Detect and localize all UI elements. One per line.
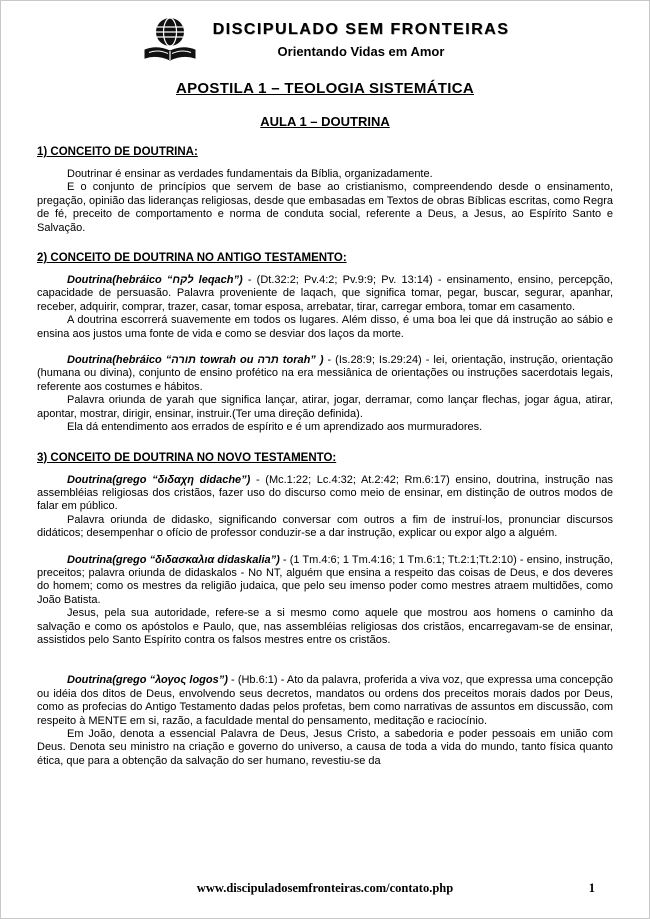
- section-heading: 2) CONCEITO DE DOUTRINA NO ANTIGO TESTAMENTO:: [37, 252, 347, 265]
- paragraph: [37, 474, 613, 514]
- document-title: APOSTILA 1 – TEOLOGIA SISTEMÁTICA: [176, 80, 474, 97]
- org-tagline: Orientando Vidas em Amor: [277, 44, 445, 59]
- page-footer: [37, 881, 613, 896]
- section-conceito-de-doutrina: [37, 146, 613, 235]
- paragraph: [37, 514, 613, 541]
- term-lead: Doutrina(hebráico “תורה towrah ou תרה torah” ): [67, 354, 324, 367]
- paragraph: [37, 554, 613, 608]
- section-doutrina-novo-testamento: [37, 452, 613, 769]
- term-lead: Doutrina(grego “διδασκαλια didaskalia”): [67, 553, 280, 566]
- paragraph: [37, 168, 613, 181]
- paragraph: [37, 181, 613, 235]
- paragraph: [37, 394, 613, 421]
- org-name: DISCIPULADO SEM FRONTEIRAS: [212, 21, 510, 38]
- page-number: 1: [588, 881, 595, 895]
- section-heading: 1) CONCEITO DE DOUTRINA:: [37, 146, 198, 158]
- paragraph-text: - (Dt.32:2; Pv.4:2; Pv.9:9; Pv. 13:14) - ensinamento, ensino, percepção, capacidade de persuasão. Palavra proveniente de laqach, que significa tomar, pegar, buscar, segurar, apanhar, receber, adquirir, comprar, trazer, casar, tomar esposa, arrebatar, tirar, carregar embora, tomar em casamento.: [37, 274, 613, 313]
- paragraph-text: Palavra oriunda de yarah que significa lançar, atirar, jogar, derramar, como lançar flechas, jogar água, atirar, apontar, mostrar, dirigir, ensinar, instruir.(Ter uma direção definida).: [37, 394, 613, 420]
- term-lead: Doutrina(grego “λογος logos”): [67, 674, 228, 687]
- paragraph: [37, 674, 613, 728]
- paragraph-text: Em João, denota a essencial Palavra de Deus, Jesus Cristo, a sabedoria e poder pessoais em união com Deus. Denota seu ministro na criação e governo do universo, a causa de toda a vida do mundo, tanto física quanto ética, que para a obtenção da salvação do ser humano, revestiu-se da: [37, 728, 613, 767]
- paragraph-text: - (Hb.6:1) - Ato da palavra, proferida a viva voz, que expressa uma concepção ou idéia dos ditos de Deus, envolvendo seus decretos, mandatos ou ordens dos preceitos morais dados por Deus, como as profecias do Antigo Testamento dadas pelos profetas, bem como narrativas de assuntos em discussão, com respeito à MENTE em si, razão, a faculdade mental do pensamento, meditação e raciocínio.: [37, 674, 613, 727]
- document-header: [37, 17, 613, 63]
- paragraph: [37, 421, 613, 434]
- paragraph: [37, 314, 613, 341]
- term-lead: Doutrina(hebráico “לקח leqach”): [67, 274, 243, 287]
- paragraph-text: Palavra oriunda de didasko, significando conversar com outros a fim de instruí-los, pronunciar discursos didáticos; desempenhar o ofício de professor conduzir-se a dar instrução, explicar ou expor algo a alguém.: [37, 513, 613, 540]
- paragraph-text: - (Mc.1:22; Lc.4:32; At.2:42; Rm.6:17) ensino, doutrina, instrução nas assembléias religiosas dos cristãos, fazer uso do discurso como meio de ensinar, em distinção de outros modos de falar em público.: [37, 473, 613, 513]
- paragraph: [37, 274, 613, 314]
- paragraph-text: - (1 Tm.4:6; 1 Tm.4:16; 1 Tm.6:1; Tt.2:1;Tt.2:10) - ensino, instrução, preceitos; palavra oriunda de didaskalos - No NT, alguém que ensina a respeito das coisas de Deus, e dos deveres do homem; como os mestres da religião judaica, que pelo seu imenso poder como mestres atraem multidões, como João Batista.: [37, 553, 614, 606]
- paragraph: [37, 607, 613, 647]
- section-doutrina-antigo-testamento: [37, 252, 613, 434]
- term-lead: Doutrina(grego “διδαχη didache”): [67, 473, 251, 486]
- document-subtitle: AULA 1 – DOUTRINA: [260, 114, 390, 129]
- paragraph: [37, 354, 613, 394]
- paragraph-text: Ela dá entendimento aos errados de espírito e é um aprendizado aos murmuradores.: [67, 421, 483, 434]
- footer-url: www.discipuladosemfronteiras.com/contato.php: [196, 881, 454, 895]
- section-heading: 3) CONCEITO DE DOUTRINA NO NOVO TESTAMENTO:: [37, 451, 337, 464]
- paragraph-text: Doutrinar é ensinar as verdades fundamentais da Bíblia, organizadamente.: [67, 168, 433, 180]
- paragraph-text: A doutrina escorrerá suavemente em todos os lugares. Além disso, é uma boa lei que dá instrução ao sábio e ensina aos justos uma fonte de vida e como se desviar dos laços da morte.: [37, 314, 613, 340]
- paragraph: [37, 728, 613, 768]
- paragraph-text: E o conjunto de princípios que servem de base ao cristianismo, compreendendo desde o ensinamento, pregação, opinião das lideranças religiosas, desde que embasadas em Textos de obras Bíblicas escritas, como Regra de fé, preceito de comportamento e norma de conduta social, referente a Deus, a Jesus, ao Espírito Santo e Salvação.: [37, 181, 613, 234]
- paragraph-text: - (Is.28:9; Is.29:24) - lei, orientação, instrução, orientação (humana ou divina), conjunto de ensino profético na era messiânica de orientações ou instruções sacerdotais legais, referente aos costumes e hábitos.: [37, 354, 613, 393]
- globe-open-book-icon: [141, 17, 199, 63]
- header-text: [213, 21, 510, 59]
- paragraph-text: Jesus, pela sua autoridade, refere-se a si mesmo como aquele que mostrou aos homens o caminho da salvação e como os apóstolos e Paulo, que, nas assembléias religiosas dos cristãos, encarregavam-se de ensinar, assistidos pelo Santo Espírito contra os falsos mestres entre os cristãos.: [37, 607, 613, 646]
